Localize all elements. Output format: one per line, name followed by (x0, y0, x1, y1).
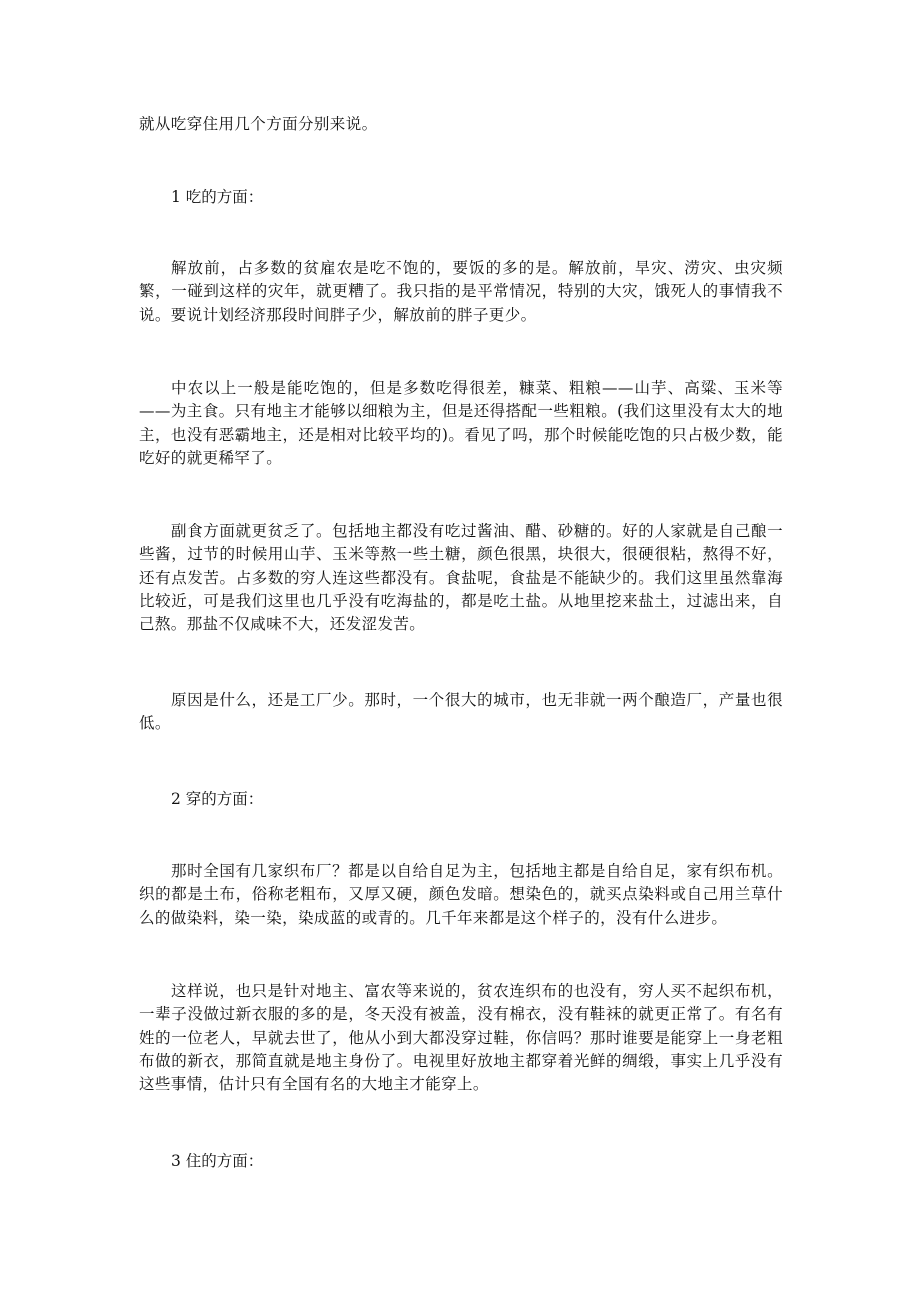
paragraph-food-4: 原因是什么，还是工厂少。那时，一个很大的城市，也无非就一两个酿造厂，产量也很低。 (139, 691, 783, 733)
paragraph-clothing-1: 那时全国有几家织布厂？都是以自给自足为主，包括地主都是自给自足，家有织布机。织的都是土布，俗称老粗布，又厚又硬，颜色发暗。想染色的，就买点染料或自己用兰草什么的做染料，染一染，染成蓝的或青的。几千年来都是这个样子的，没有什么进步。 (139, 862, 783, 927)
section-heading-housing: 3 住的方面： (171, 1152, 264, 1170)
lead-line: 就从吃穿住用几个方面分别来说。 (139, 115, 378, 133)
paragraph-food-2: 中农以上一般是能吃饱的，但是多数吃得很差，糠菜、粗粮——山芋、高粱、玉米等——为主食。只有地主才能够以细粮为主，但是还得搭配一些粗粮。(我们这里没有太大的地主，也没有恶霸地主，还是相对比较平均的)。看见了吗，那个时候能吃饱的只占极少数，能吃好的就更稀罕了。 (139, 379, 783, 467)
section-heading-food: 1 吃的方面： (171, 188, 264, 206)
section-heading-clothing: 2 穿的方面： (171, 790, 264, 808)
paragraph-food-1: 解放前，占多数的贫雇农是吃不饱的，要饭的多的是。解放前，旱灾、涝灾、虫灾频繁，一碰到这样的灾年，就更糟了。我只指的是平常情况，特别的大灾，饿死人的事情我不说。要说计划经济那段时间胖子少，解放前的胖子更少。 (139, 259, 783, 324)
paragraph-clothing-2: 这样说，也只是针对地主、富农等来说的，贫农连织布的也没有，穷人买不起织布机，一辈子没做过新衣服的多的是，冬天没有被盖，没有棉衣，没有鞋袜的就更正常了。有名有姓的一位老人，早就去世了，他从小到大都没穿过鞋，你信吗？那时谁要是能穿上一身老粗布做的新衣，那简直就是地主身份了。电视里好放地主都穿着光鲜的绸缎，事实上几乎没有这些事情，估计只有全国有名的大地主才能穿上。 (139, 982, 783, 1094)
paragraph-food-3: 副食方面就更贫乏了。包括地主都没有吃过酱油、醋、砂糖的。好的人家就是自己酿一些酱，过节的时候用山芋、玉米等熬一些土糖，颜色很黑，块很大，很硬很粘，熬得不好，还有点发苦。占多数的穷人连这些都没有。食盐呢，食盐是不能缺少的。我们这里虽然靠海比较近，可是我们这里也几乎没有吃海盐的，都是吃土盐。从地里挖来盐土，过滤出来，自己熬。那盐不仅咸味不大，还发涩发苦。 (139, 522, 783, 634)
